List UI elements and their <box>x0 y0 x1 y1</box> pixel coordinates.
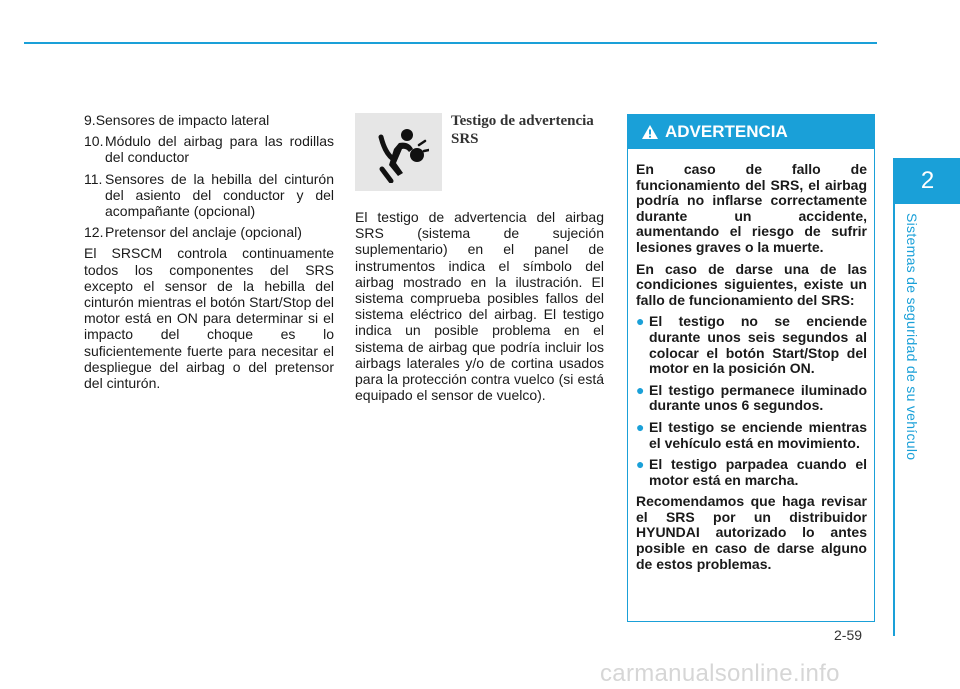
bullet-icon: ● <box>636 456 645 473</box>
warning-bullet <box>636 314 867 376</box>
list-item <box>84 133 334 165</box>
body-paragraph: El testigo de advertencia del airbag SRS (sistema de sujeción suplementario) en el panel de instrumentos indica el símbolo del airbag mostrado en la ilustración. El sistema comprueba posibles fallos del sistema eléctrico del airbag. El testigo indica un posible problema en el sistema de airbag que podría incluir los airbags laterales y/o de cortina usados para la protección contra vuelco (si está equipado el sensor de vuelco). <box>355 209 604 404</box>
list-item <box>84 224 334 240</box>
list-item-text: Sensores de impacto lateral <box>95 112 270 128</box>
warning-paragraph: En caso de fallo de funcionamiento del SRS, el airbag podría no inflarse correctamente durante un accidente, aumentando el riesgo de sufrir lesiones graves o la muerte. <box>636 161 867 255</box>
airbag-warning-icon <box>355 113 442 191</box>
warning-body <box>628 149 874 572</box>
list-item-number: 9. <box>84 112 96 128</box>
list-item <box>84 112 334 128</box>
warning-bullet-text: El testigo no se enciende durante unos seis segundos al colocar el botón Start/Stop del motor en la posición ON. <box>649 313 867 377</box>
warning-bullet-text: El testigo permanece iluminado durante unos 6 segundos. <box>649 381 867 414</box>
warning-title: ADVERTENCIA <box>665 122 788 141</box>
sidebar-rule <box>893 158 895 636</box>
list-item-text: Pretensor del anclaje (opcional) <box>105 224 302 241</box>
warning-paragraph: Recomendamos que haga revisar el SRS por un distribuidor HYUNDAI autorizado lo antes posible en caso de darse alguno de estos problemas. <box>636 493 867 572</box>
chapter-tab: 2 <box>895 158 960 204</box>
warning-bullet <box>636 420 867 451</box>
list-item-number: 10. <box>84 133 104 150</box>
chapter-title: Sistemas de seguridad de su vehículo <box>904 213 920 461</box>
bullet-icon: ● <box>636 381 645 398</box>
list-item-number: 12. <box>84 224 104 241</box>
list-item-text: Sensores de la hebilla del cinturón del asiento del conductor y del acompañante (opcional) <box>105 170 334 220</box>
warning-bullet-text: El testigo se enciende mientras el vehículo está en movimiento. <box>649 418 867 451</box>
warning-bullet-text: El testigo parpadea cuando el motor está en marcha. <box>649 456 867 488</box>
section-heading: Testigo de advertencia SRS <box>451 113 594 147</box>
body-paragraph: El SRSCM controla continuamente todos los componentes del SRS excepto el sensor de la hebilla del cinturón mientras el botón Start/Stop del motor está en ON para determinar si el impacto del choque es lo suficientemente fuerte para necesitar el despliegue del airbag o del pretensor del cinturón. <box>84 245 334 392</box>
bullet-icon: ● <box>636 313 645 330</box>
warning-bullet <box>636 457 867 488</box>
list-item-number: 11. <box>84 170 103 187</box>
middle-column <box>355 209 604 403</box>
warning-header <box>628 115 874 149</box>
list-item-text: Módulo del airbag para las rodillas del conductor <box>105 133 334 166</box>
header-rule <box>24 42 877 44</box>
watermark[interactable]: carmanualsonline.info <box>600 660 840 687</box>
page-number: 2-59 <box>834 627 863 643</box>
warning-triangle-icon <box>641 124 659 140</box>
warning-paragraph: En caso de darse una de las condiciones siguientes, existe un fallo de funcionamiento del SRS: <box>636 260 867 308</box>
warning-bullet <box>636 383 867 414</box>
left-column <box>84 112 334 396</box>
warning-box <box>627 114 875 622</box>
list-item <box>84 171 334 220</box>
bullet-icon: ● <box>636 418 645 435</box>
